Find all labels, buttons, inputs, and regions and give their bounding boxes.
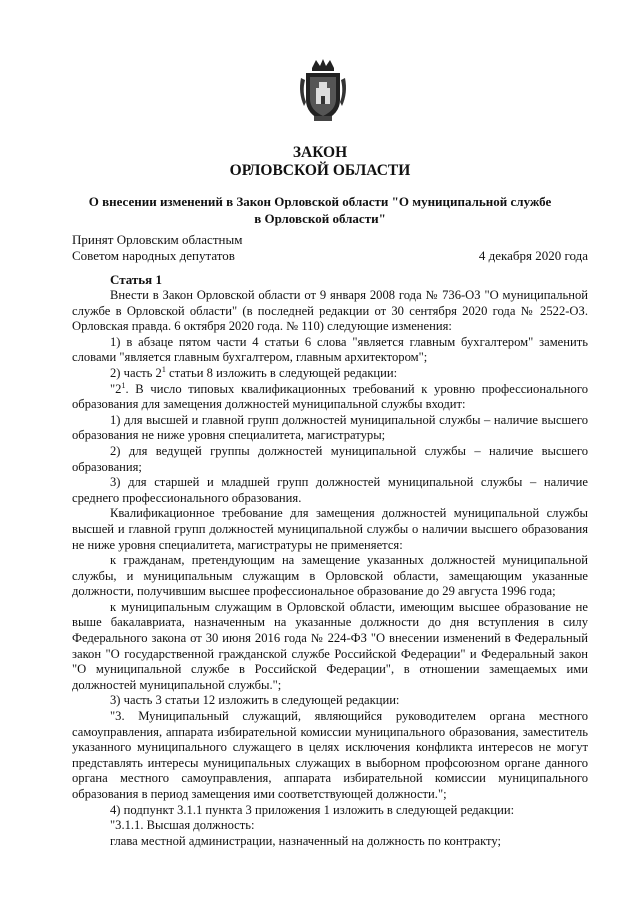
coat-of-arms-icon bbox=[298, 58, 348, 124]
subtitle-line: в Орловской области" bbox=[254, 211, 386, 226]
quoted-text bbox=[72, 382, 588, 413]
text-part: 2) часть 2 bbox=[110, 365, 162, 380]
article-heading: Статья 1 bbox=[110, 272, 162, 287]
quoted-text: глава местной администрации, назначенный на должность по контракту; bbox=[110, 833, 502, 848]
quoted-text: к муниципальным служащим в Орловской области, имеющим высшее образование не выше бакалавриата, назначенным на указанные должности до дня вступления в силу Федерального закона от 30 июня 2016 года № 224-ФЗ "О внесении изменений в Федеральный закон "О государственной гражданской службе Российской Федерации" и Федеральный закон "О муниципальной службе в Российской Федерации", в отношении замещаемых ими должностей муниципальной службы."; bbox=[72, 599, 588, 692]
quoted-text: 3) для старшей и младшей групп должностей муниципальной службы – наличие среднего профессионального образования. bbox=[72, 475, 588, 505]
amendment-item: 1) в абзаце пятом части 4 статьи 6 слова "является главным бухгалтером" заменить словами "является главным бухгалтером, главным архитектором"; bbox=[72, 334, 588, 365]
amendment-item bbox=[72, 366, 588, 382]
quoted-text: к гражданам, претендующим на замещение указанных должностей муниципальной службы, и муниципальным служащим в Орловской области, замещающим указанные должности, получившим высшее профессиональное образование до 29 августа 1996 года; bbox=[72, 553, 588, 599]
superscript: 1 bbox=[121, 380, 126, 390]
quoted-text: "3.1.1. Высшая должность: bbox=[110, 818, 255, 833]
adoption-block bbox=[72, 232, 588, 264]
text-part: . В число типовых квалификационных требований к уровню профессионального образования для замещения должностей муниципальной службы входит: bbox=[72, 381, 588, 412]
quoted-text: "3. Муниципальный служащий, являющийся руководителем органа местного самоуправления, аппарата избирательной комиссии муниципального образования, заместитель указанного муниципального служащего в целях исключения конфликта интересов не могут представлять интересы муниципальных служащих в выборном профсоюзном органе данного органа местного самоуправления, аппарата избирательной комиссии муниципального образования в период замещения ими соответствующей должности."; bbox=[72, 709, 588, 801]
law-subtitle bbox=[0, 193, 640, 227]
law-title: ЗАКОН bbox=[292, 144, 348, 161]
adoption-date: 4 декабря 2020 года bbox=[478, 248, 588, 263]
text-part: статьи 8 изложить в следующей редакции: bbox=[165, 365, 398, 380]
superscript: 1 bbox=[161, 364, 166, 374]
law-body bbox=[72, 272, 588, 849]
quoted-text: Квалификационное требование для замещения должностей муниципальной службы высшей и главной групп должностей муниципальной службы о наличии высшего образования не ниже уровня специалитета, магистратуры не применяется: bbox=[72, 506, 588, 552]
adoption-line: Советом народных депутатов bbox=[72, 248, 235, 263]
subtitle-line: О внесении изменений в Закон Орловской области "О муниципальной службе bbox=[88, 194, 552, 209]
amendment-item: 4) подпункт 3.1.1 пункта 3 приложения 1 изложить в следующей редакции: bbox=[110, 802, 515, 817]
law-region: ОРЛОВСКОЙ ОБЛАСТИ bbox=[229, 162, 411, 179]
quoted-text: 1) для высшей и главной групп должностей муниципальной службы – наличие высшего образования не ниже уровня специалитета, магистратуры; bbox=[72, 412, 588, 443]
article-intro: Внести в Закон Орловской области от 9 января 2008 года № 736-ОЗ "О муниципальной службе в Орловской области" (в последней редакции от 30 сентября 2020 года № 2522-ОЗ. Орловская правда. 6 октября 2020 года. № 110) следующие изменения: bbox=[72, 288, 588, 334]
amendment-item: 3) часть 3 статьи 12 изложить в следующей редакции: bbox=[110, 693, 400, 708]
adoption-line: Принят Орловским областным bbox=[72, 232, 243, 247]
quoted-text: 2) для ведущей группы должностей муниципальной службы – наличие высшего образования; bbox=[72, 443, 588, 474]
text-part: "2 bbox=[110, 381, 122, 396]
